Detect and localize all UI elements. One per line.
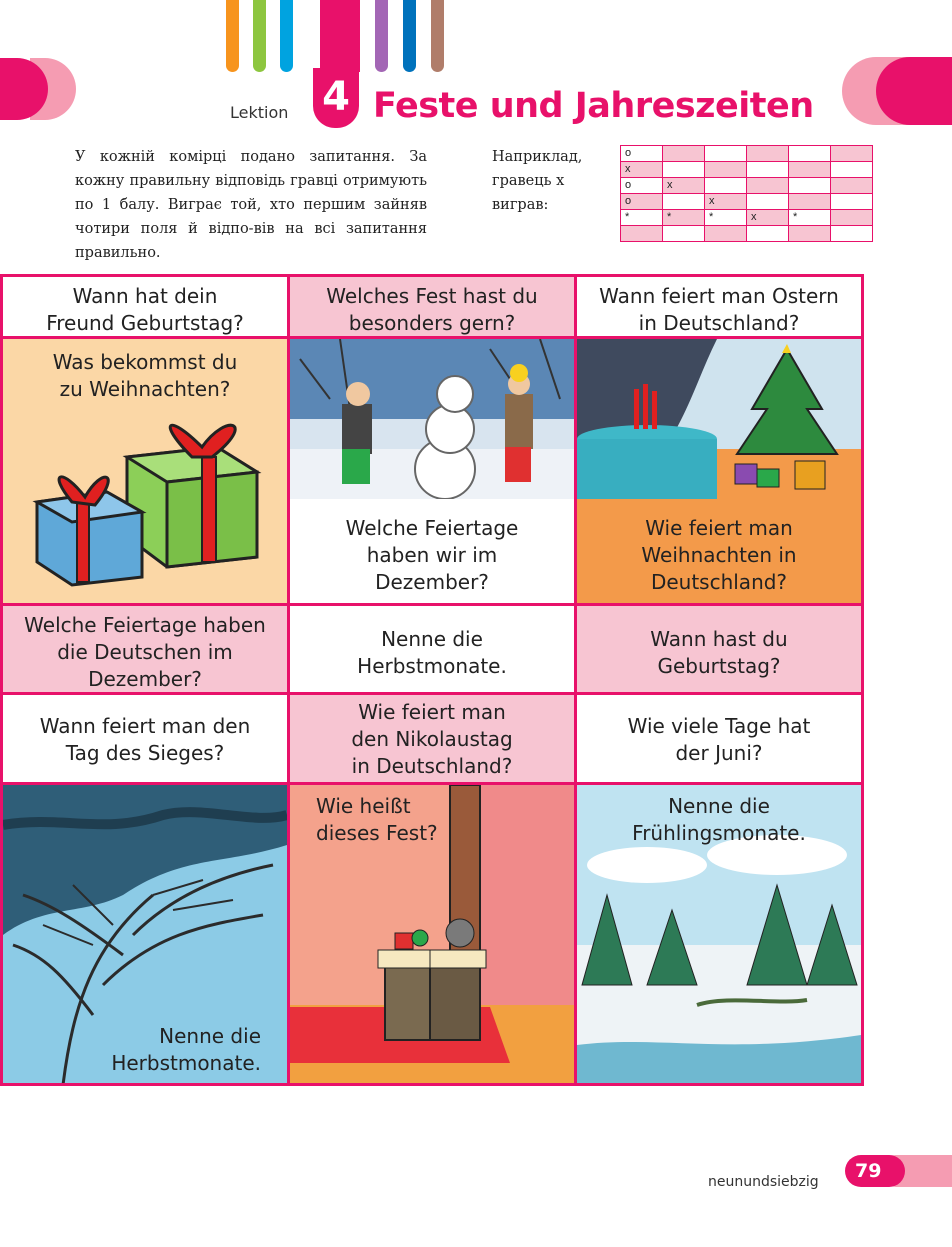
page-number: 79 (845, 1155, 905, 1187)
stripe-blue (280, 0, 293, 72)
cell-r2c1[interactable] (0, 336, 290, 606)
example-grid-cell (789, 178, 831, 194)
cell-r5c1[interactable] (0, 782, 290, 1086)
cell-r4c1[interactable] (0, 692, 290, 785)
question-text: Welche Feiertage haben die Deutschen im Dezember? (24, 613, 266, 691)
example-grid-cell (705, 146, 747, 162)
question-text: Wann feiert man Ostern in Deutschland? (599, 284, 839, 335)
stripe-brown (431, 0, 444, 72)
question-text: Welche Feiertage haben wir im Dezember? (345, 516, 519, 594)
example-grid-cell (789, 194, 831, 210)
lektion-label: Lektion (230, 103, 289, 122)
cell-r2c3[interactable] (574, 336, 864, 606)
page-title: Feste und Jahreszeiten (373, 86, 814, 126)
question-text: Wie feiert man Weihnachten in Deutschland? (641, 516, 797, 594)
example-grid-cell: x (747, 210, 789, 226)
stripe-pink (320, 0, 360, 72)
example-grid-cell (831, 226, 873, 242)
example-grid-cell (705, 162, 747, 178)
example-grid-cell: * (705, 210, 747, 226)
example-grid-cell (789, 226, 831, 242)
example-grid-cell (663, 162, 705, 178)
example-grid-cell (747, 146, 789, 162)
lesson-number-badge: 4 (313, 68, 359, 128)
instructions-text: У кожній комірці подано запитання. За кожну правильну відповідь гравці отримують по 1 балу. Виграє той, хто першим зайняв чотири поля й відпо-вів на всі запитання правильно. (75, 149, 427, 261)
example-grid-cell (789, 146, 831, 162)
gift-boxes-icon (17, 417, 277, 587)
example-grid-cell: o (621, 194, 663, 210)
example-grid-cell: * (663, 210, 705, 226)
example-grid-cell (831, 162, 873, 178)
example-grid-cell (831, 194, 873, 210)
question-text: Wann hast du Geburtstag? (650, 627, 788, 678)
cell-r5c2[interactable] (287, 782, 577, 1086)
stripe-green (253, 0, 266, 72)
page-word: neunundsiebzig (708, 1174, 819, 1190)
example-grid-cell (747, 226, 789, 242)
cell-r2c2[interactable] (287, 336, 577, 606)
example-grid-row (621, 146, 873, 162)
example-grid-cell: x (705, 194, 747, 210)
example-grid-cell (705, 226, 747, 242)
question-text: Nenne die Herbstmonate. (111, 1024, 261, 1075)
question-text: Wann hat dein Freund Geburtstag? (46, 284, 244, 335)
cell-r3c3[interactable] (574, 603, 864, 695)
question-text: Welches Fest hast du besonders gern? (326, 284, 538, 335)
cell-r1c2[interactable] (287, 274, 577, 339)
question-text: Nenne die Herbstmonate. (357, 627, 507, 678)
example-grid-cell (663, 226, 705, 242)
example-label: Наприклад, гравець x виграв: (492, 149, 583, 213)
cell-r4c3[interactable] (574, 692, 864, 785)
example-grid-cell (705, 178, 747, 194)
example-grid-cell (831, 178, 873, 194)
example-grid-cell (663, 146, 705, 162)
example-grid-cell: x (621, 162, 663, 178)
question-text: Wann feiert man den Tag des Sieges? (39, 714, 251, 765)
question-text: Nenne die Frühlingsmonate. (632, 794, 806, 845)
example-grid-cell: * (621, 210, 663, 226)
question-text: Wie feiert man den Nikolaustag in Deutschland? (351, 700, 513, 778)
example-grid-cell (663, 194, 705, 210)
snowman-scene-icon (290, 339, 574, 499)
question-text: Wie heißt dieses Fest? (316, 794, 438, 845)
left-tab (0, 58, 48, 120)
example-grid-row (621, 194, 873, 210)
stripe-darkblue (403, 0, 416, 72)
cell-r3c1[interactable] (0, 603, 290, 695)
example-grid-cell (831, 210, 873, 226)
cell-r3c2[interactable] (287, 603, 577, 695)
example-grid-row (621, 162, 873, 178)
example-grid-cell (747, 178, 789, 194)
example-grid-cell (789, 162, 831, 178)
right-tab (876, 57, 952, 125)
example-grid-cell (621, 226, 663, 242)
example-grid-cell (831, 146, 873, 162)
example-grid-row (621, 226, 873, 242)
question-text: Wie viele Tage hat der Juni? (627, 714, 811, 765)
example-grid-cell (747, 162, 789, 178)
stripe-purple (375, 0, 388, 72)
cell-r1c3[interactable] (574, 274, 864, 339)
cell-r5c3[interactable] (574, 782, 864, 1086)
example-grid-cell: o (621, 178, 663, 194)
example-grid-cell: x (663, 178, 705, 194)
example-grid-row (621, 210, 873, 226)
example-grid-cell: * (789, 210, 831, 226)
example-grid-row (621, 178, 873, 194)
question-text: Was bekommst du zu Weihnachten? (52, 350, 238, 401)
example-grid-cell (747, 194, 789, 210)
christmas-tree-scene-icon (577, 339, 861, 509)
cell-r1c1[interactable] (0, 274, 290, 339)
example-grid (620, 145, 873, 242)
game-board (0, 274, 864, 1086)
cell-r4c2[interactable] (287, 692, 577, 785)
stripe-orange (226, 0, 239, 72)
example-grid-cell: o (621, 146, 663, 162)
